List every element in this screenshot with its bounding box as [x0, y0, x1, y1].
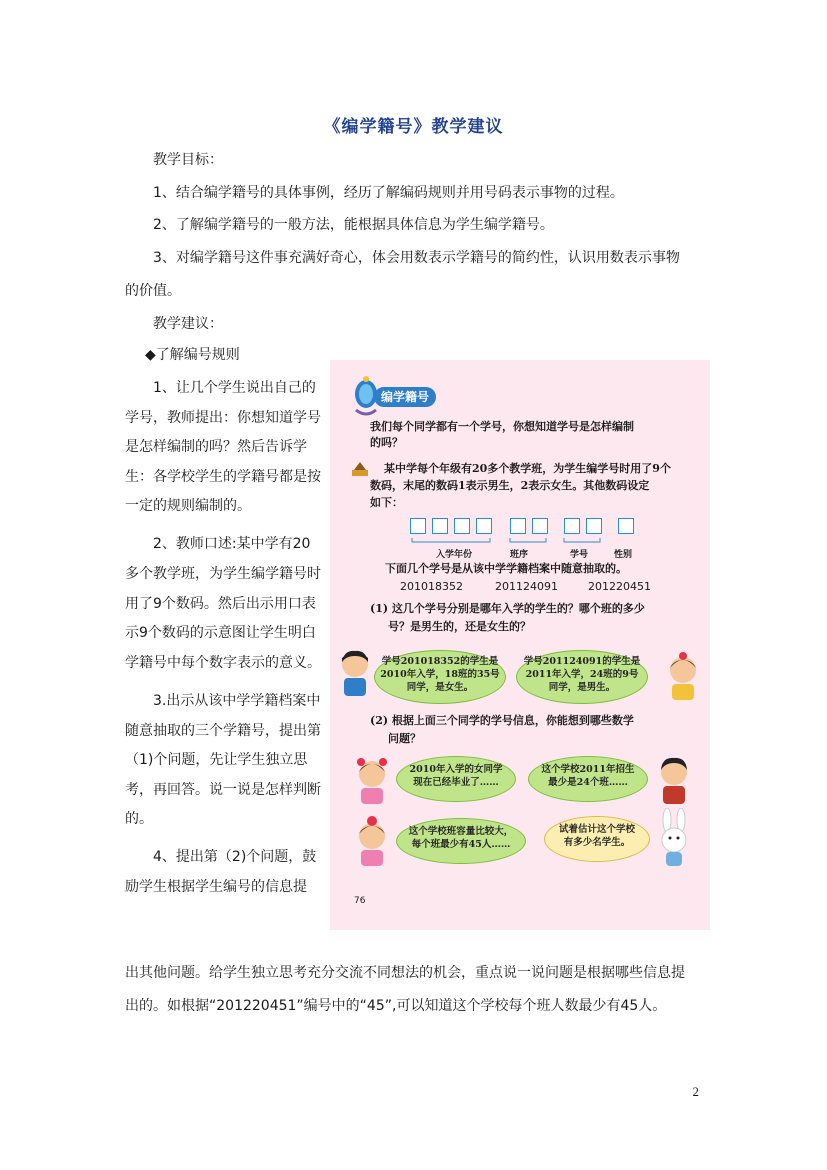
- label-year: 入学年份: [436, 550, 473, 560]
- digit-box: [476, 518, 492, 534]
- label-gender: 性别: [614, 550, 633, 560]
- bubble-text: 这个学校班容量比较大，: [408, 826, 514, 837]
- tb-q2-1: (2) 根据上面三个同学的学号信息，你能想到哪些数学: [370, 714, 634, 727]
- sample-3: 201220451: [588, 580, 651, 593]
- lesson-badge: 编学籍号: [374, 387, 436, 407]
- digit-box: [618, 518, 634, 534]
- digit-box: [532, 518, 548, 534]
- paragraph-4: 4、提出第（2)个问题，鼓励学生根据学生编号的信息提: [125, 849, 317, 895]
- bubble-text: 学号201124091的学生是: [523, 656, 641, 667]
- bubble-text: 2011年入学，24班的9号: [525, 669, 639, 680]
- tb-sample-intro: 下面几个学号是从该中学学籍档案中随意抽取的。: [385, 562, 627, 575]
- brace-lines: [410, 536, 640, 546]
- sample-2: 201124091: [495, 580, 558, 593]
- digit-box: [410, 518, 426, 534]
- bubble-text: 这个学校2011年招生: [541, 764, 635, 775]
- rabbit-avatar: [654, 808, 694, 866]
- pencil-icon: [350, 460, 370, 478]
- goal-3: 3、对编学籍号这件事充满好奇心，体会用数表示学籍号的简约性，认识用数表示事物: [153, 250, 680, 266]
- digit-box: [454, 518, 470, 534]
- goals-heading: 教学目标：: [153, 152, 223, 168]
- advice-heading: 教学建议：: [153, 316, 223, 332]
- bubble-text: 有多少名学生。: [563, 837, 631, 848]
- speech-bubble-2: [516, 650, 648, 704]
- tb-intro-2: 的吗？: [370, 436, 403, 449]
- bubble-text: 现在已经毕业了……: [413, 777, 499, 788]
- tb-q1-1: (1) 这几个学号分别是哪年入学的学生的？哪个班的多少: [370, 602, 645, 615]
- boy-avatar: [338, 648, 372, 696]
- bubble-text: 2010年入学，18班的35号: [380, 669, 500, 680]
- label-number: 学号: [570, 550, 589, 560]
- paragraph-2: 2、教师口述:某中学有20多个教学班，为学生编学籍号时用了9个数码。然后出示用口表示9个数码的示意图让学生明白学籍号中每个数字表示的意义。: [125, 536, 321, 671]
- book-page-number: 76: [354, 896, 366, 906]
- bubble-text: 2010年入学的女同学: [409, 764, 503, 775]
- tb-info-1: 某中学每个年级有20多个教学班，为学生编学号时用了9个: [384, 462, 671, 475]
- tb-info-2: 数码，末尾的数码1表示男生，2表示女生。其他数码设定: [370, 479, 650, 492]
- bubble-text: 同学，是女生。: [406, 682, 474, 693]
- boy-avatar: [654, 754, 694, 804]
- speech-bubble-6: [544, 816, 650, 862]
- paragraph-3: 3.出示从该中学学籍档案中随意抽取的三个学籍号，提出第（1)个问题，先让学生独立思考，再回答。说一说是怎样判断的。: [125, 692, 321, 828]
- speech-bubble-5: [396, 818, 526, 864]
- tb-intro-1: 我们每个同学都有一个学号，你想知道学号是怎样编制: [370, 420, 634, 433]
- bottom-line-2: 出的。如根据“201220451”编号中的“45”,可以知道这个学校每个班人数最少有45人。: [125, 998, 667, 1014]
- page-number: 2: [692, 1084, 699, 1099]
- narrow-text-column: [125, 374, 323, 911]
- section-heading: ◆了解编号规则: [145, 347, 240, 363]
- bubble-text: 每个班最少有45人……: [411, 839, 511, 850]
- page-title: 《编学籍号》教学建议: [323, 117, 504, 137]
- tb-q2-2: 问题？: [388, 732, 421, 745]
- bubble-text: 最少是24个班……: [548, 777, 628, 788]
- goal-3-cont: 的价值。: [125, 283, 181, 299]
- sample-1: 201018352: [400, 580, 463, 593]
- digit-box: [432, 518, 448, 534]
- tb-q1-2: 号？是男生的，还是女生的？: [388, 620, 531, 633]
- bubble-text: 试着估计这个学校: [558, 824, 635, 835]
- bubble-text: 学号201018352的学生是: [381, 656, 499, 667]
- girl-avatar: [664, 652, 702, 700]
- textbook-figure: [330, 360, 710, 930]
- bottom-line-1: 出其他问题。给学生独立思考充分交流不同想法的机会，重点说一说问题是根据哪些信息提: [125, 965, 685, 981]
- digit-box: [586, 518, 602, 534]
- goal-2: 2、了解编学籍号的一般方法，能根据具体信息为学生编学籍号。: [153, 217, 554, 233]
- tb-info-3: 如下：: [370, 496, 403, 509]
- speech-bubble-1: [374, 650, 506, 704]
- speech-bubble-4: [528, 756, 648, 802]
- goal-1: 1、结合编学籍号的具体事例，经历了解编码规则并用号码表示事物的过程。: [153, 185, 624, 201]
- bubble-text: 同学，是男生。: [548, 682, 616, 693]
- digit-box: [564, 518, 580, 534]
- girl-avatar: [352, 754, 392, 804]
- girl-avatar: [352, 816, 392, 866]
- speech-bubble-3: [396, 756, 516, 802]
- paragraph-1: 1、让几个学生说出自己的学号，教师提出：你想知道学号是怎样编制的吗？然后告诉学生：各学校学生的学籍号都是按一定的规则编制的。: [125, 380, 321, 515]
- digit-box: [510, 518, 526, 534]
- label-class: 班序: [510, 550, 529, 560]
